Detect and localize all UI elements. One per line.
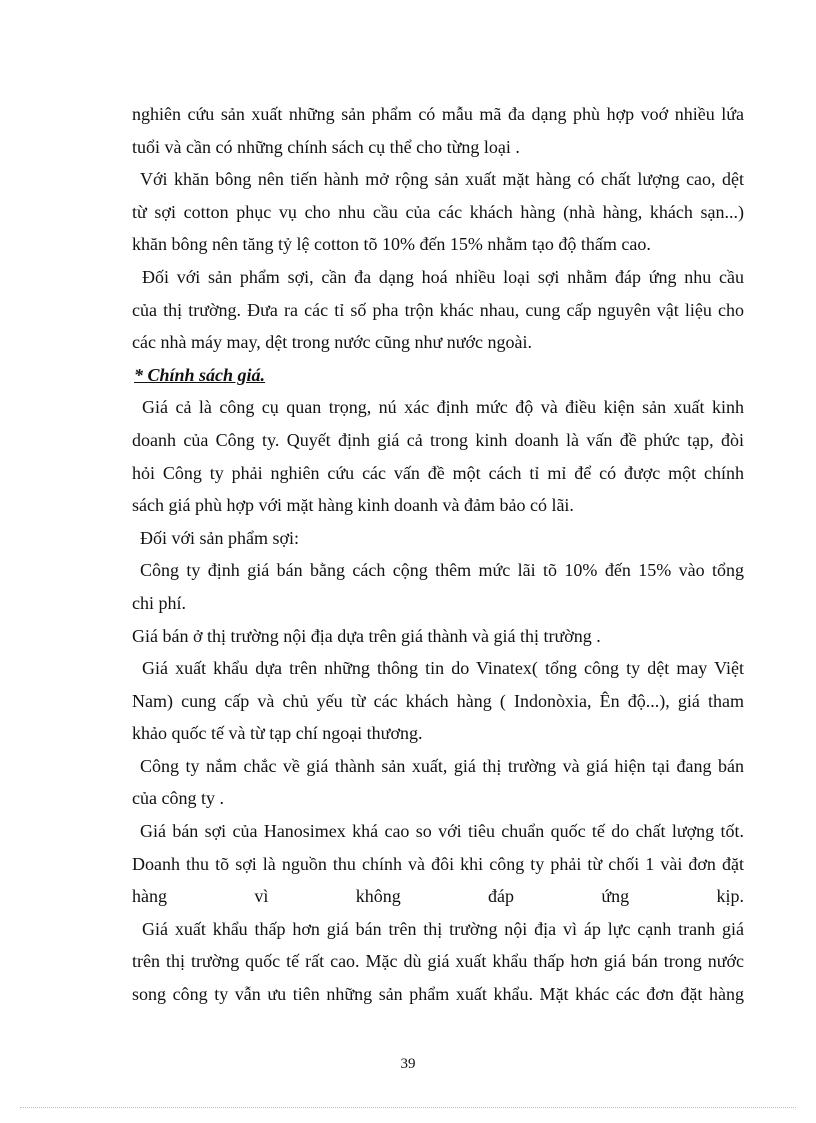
text-line: Đối với sản phẩm sợi: <box>140 527 300 548</box>
text-line: Doanh thu tõ sợi là nguồn thu chính và đôi khi công ty phải từ chối 1 vài đơn đặt <box>132 853 744 874</box>
text-line: khăn bông nên tăng tỷ lệ cotton tõ 10% đến 15% nhằm tạo độ thấm cao. <box>132 234 651 255</box>
text-line: hàng vì không đáp ứng kịp. <box>132 886 744 907</box>
text-line: doanh của Công ty. Quyết định giá cả trong kinh doanh là vấn đề phức tạp, đòi <box>132 429 744 450</box>
page-number: 39 <box>400 1056 416 1072</box>
text-line: các nhà máy may, dệt trong nước cũng như nước ngoài. <box>132 332 533 353</box>
text-line: chi phí. <box>132 592 186 613</box>
text-line: Với khăn bông nên tiến hành mở rộng sản xuất mặt hàng có chất lượng cao, dệt <box>140 169 744 190</box>
text-line: sách giá phù hợp với mặt hàng kinh doanh và đảm bảo có lãi. <box>132 495 574 516</box>
text-line: Đối với sản phẩm sợi, cần đa dạng hoá nhiều loại sợi nhằm đáp ứng nhu cầu <box>142 266 744 287</box>
text-line: Giá cả là công cụ quan trọng, nú xác định mức độ và điều kiện sản xuất kinh <box>142 397 744 418</box>
text-line: hỏi Công ty phải nghiên cứu các vấn đề một cách tỉ mỉ để có được một chính <box>132 462 744 483</box>
text-line: tuổi và cần có những chính sách cụ thể cho từng loại . <box>132 136 520 157</box>
text-line: Giá bán ở thị trường nội địa dựa trên giá thành và giá thị trường . <box>132 625 601 646</box>
text-line: trên thị trường quốc tế rất cao. Mặc dù giá xuất khẩu thấp hơn giá bán trong nước <box>132 951 744 972</box>
text-line: Giá xuất khẩu thấp hơn giá bán trên thị trường nội địa vì áp lực cạnh tranh giá <box>142 918 744 939</box>
text-line: Giá xuất khẩu dựa trên những thông tin do Vinatex( tổng công ty dệt may Việt <box>142 658 744 679</box>
text-line: Giá bán sợi của Hanosimex khá cao so với tiêu chuẩn quốc tế do chất lượng tốt. <box>140 821 744 842</box>
document-body <box>132 98 744 1011</box>
text-line: của công ty . <box>132 788 224 809</box>
text-line: khảo quốc tế và từ tạp chí ngoại thương. <box>132 723 423 744</box>
text-line: từ sợi cotton phục vụ cho nhu cầu của các khách hàng (nhà hàng, khách sạn...) <box>132 201 744 222</box>
footer-divider <box>20 1107 796 1108</box>
text-line: song công ty vẫn ưu tiên những sản phẩm xuất khẩu. Mặt khác các đơn đặt hàng <box>132 984 744 1005</box>
section-heading: * Chính sách giá. <box>134 364 266 385</box>
text-line: Công ty nắm chắc về giá thành sản xuất, giá thị trường và giá hiện tại đang bán <box>140 755 744 776</box>
text-line: Nam) cung cấp và chủ yếu từ các khách hàng ( Indonòxia, Ên độ...), giá tham <box>132 690 744 711</box>
text-line: của thị trường. Đưa ra các tỉ số pha trộn khác nhau, cung cấp nguyên vật liệu cho <box>132 299 744 320</box>
text-line: nghiên cứu sản xuất những sản phẩm có mẫu mã đa dạng phù hợp voớ nhiều lứa <box>132 104 744 124</box>
text-line: Công ty định giá bán bằng cách cộng thêm mức lãi tõ 10% đến 15% vào tổng <box>140 560 744 581</box>
